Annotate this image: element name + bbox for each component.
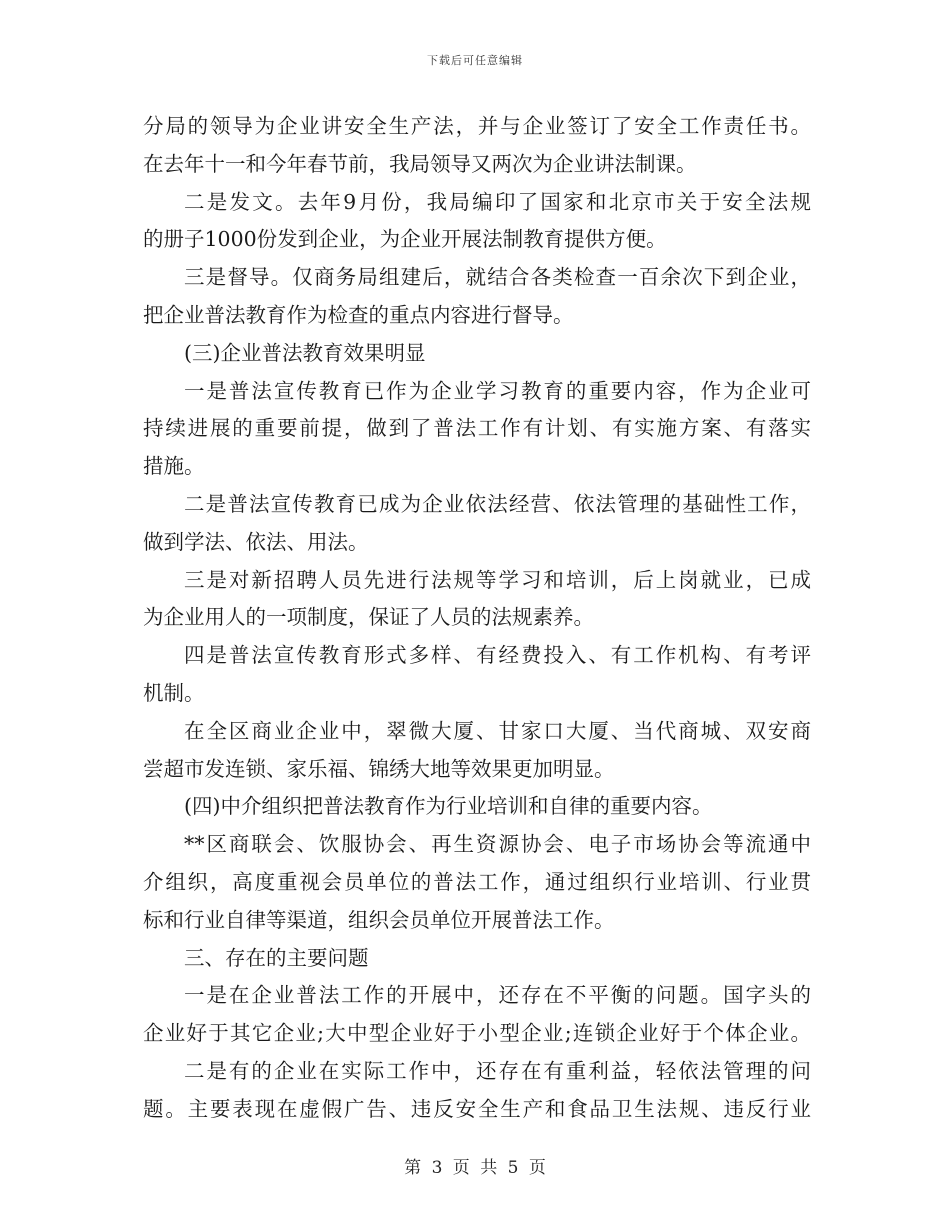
text-line: 二是有的企业在实际工作中，还存在有重利益，轻依法管理的问 [184, 1058, 811, 1083]
text-line: 做到学法、依法、用法。 [143, 529, 369, 554]
page-footer: 第 3 页 共 5 页 [404, 1158, 546, 1178]
text-line: 一是在企业普法工作的开展中，还存在不平衡的问题。国字头的 [184, 983, 811, 1008]
section-heading: 三、存在的主要问题 [184, 945, 369, 970]
text-line: 二是发文。去年9月份，我局编印了国家和北京市关于安全法规 [184, 189, 811, 214]
section-heading: (四)中介组织把普法教育作为行业培训和自律的重要内容。 [184, 794, 713, 819]
text-line: 题。主要表现在虚假广告、违反安全生产和食品卫生法规、违反行业 [143, 1096, 811, 1121]
text-line: 介组织，高度重视会员单位的普法工作，通过组织行业培训、行业贯 [143, 869, 811, 894]
text-line: 三是对新招聘人员先进行法规等学习和培训，后上岗就业，已成 [184, 567, 811, 592]
text-line: 的册子1000份发到企业，为企业开展法制教育提供方便。 [143, 227, 667, 252]
text-line: 为企业用人的一项制度，保证了人员的法规素养。 [143, 605, 594, 630]
text-line: 机制。 [143, 680, 205, 705]
text-line: 把企业普法教育作为检查的重点内容进行督导。 [143, 302, 574, 327]
document-body [143, 108, 811, 1129]
text-line: 在全区商业企业中，翠微大厦、甘家口大厦、当代商城、双安商 [184, 718, 811, 743]
text-line: 尝超市发连锁、家乐福、锦绣大地等效果更加明显。 [143, 756, 615, 781]
text-line: 企业好于其它企业;大中型企业好于小型企业;连锁企业好于个体企业。 [143, 1021, 811, 1046]
text-line: 一是普法宣传教育已作为企业学习教育的重要内容，作为企业可 [184, 378, 811, 403]
text-line: 标和行业自律等渠道，组织会员单位开展普法工作。 [143, 907, 615, 932]
text-line: 二是普法宣传教育已成为企业依法经营、依法管理的基础性工作， [184, 491, 811, 516]
text-line: 措施。 [143, 454, 205, 479]
page-header: 下载后可任意编辑 [427, 54, 523, 67]
text-line: 在去年十一和今年春节前，我局领导又两次为企业讲法制课。 [143, 151, 697, 176]
section-heading: (三)企业普法教育效果明显 [184, 340, 426, 365]
text-line: 分局的领导为企业讲安全生产法，并与企业签订了安全工作责任书。 [143, 114, 811, 138]
text-line: 四是普法宣传教育形式多样、有经费投入、有工作机构、有考评 [184, 643, 811, 668]
text-line: **区商联会、饮服协会、再生资源协会、电子市场协会等流通中 [184, 832, 811, 857]
text-line: 持续进展的重要前提，做到了普法工作有计划、有实施方案、有落实 [143, 416, 811, 441]
text-line: 三是督导。仅商务局组建后，就结合各类检查一百余次下到企业， [184, 265, 811, 290]
